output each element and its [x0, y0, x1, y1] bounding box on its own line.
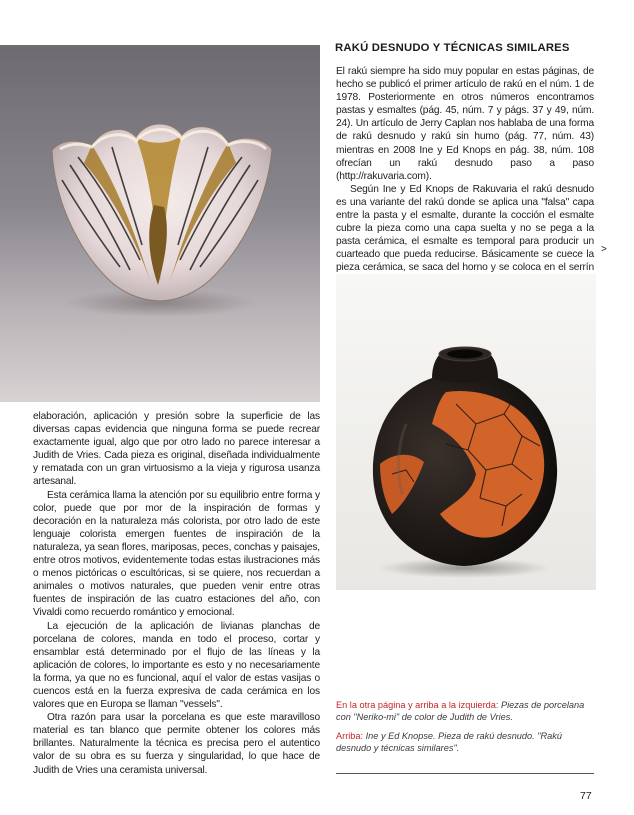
body-paragraph: Según Ine y Ed Knops de Rakuvaria el rakú desnudo es una variante del rakú donde se aplica una "falsa" capa entre la pasta y el esmalte, durante la cocción el esmalte cubre la pieza como una capa suelta y no se pega a la pasta cerámica, el esmalte es temporal para producir un cuarteado que pueda reducirse. Básicamente se cuece la pieza cerámica, se saca del horno y se coloca en el serrín	[336, 183, 594, 274]
caption-2	[336, 731, 594, 754]
caption-lead: En la otra página y arriba a la izquierda:	[336, 700, 499, 710]
photo-captions	[336, 700, 594, 762]
caption-text: Ine y Ed Knopse. Pieza de rakú desnudo. "Rakú desnudo y técnicas similares".	[336, 731, 562, 753]
article-title: RAKÚ DESNUDO Y TÉCNICAS SIMILARES	[335, 42, 570, 54]
porcelain-bowl-photo	[0, 45, 320, 402]
body-paragraph: Esta cerámica llama la atención por su equilibrio entre forma y color, puede que por mor de la inspiración de formas y decoración en la naturaleza más colorista, por otro lado de este lenguaje colorista emergen fuentes de inspiración de la naturaleza, ya sean flores, mariposas, peces, conchas y paisajes, entre otros motivos, evidentemente todas estas ilustraciones más o menos pictóricas o escultóricas, si se quiere, nos recuerdan a animales o motivos naturales, que pueden venir entre otras fuentes de inspiración de las cuatro estaciones del año, con Vivaldi como recuerdo romántico y emocional.	[33, 489, 320, 619]
right-column-text	[336, 65, 594, 274]
caption-1	[336, 700, 594, 723]
body-paragraph: La ejecución de la aplicación de livianas planchas de porcelana de colores, manda en todo el proceso, cortar y ensamblar está determinado por el flujo de las líneas y la aplicación de colores, lo importante es esto y no necesariamente la forma, ya que no es funcional, aquí el valor de estas vasijas o cuencos está en la fuerza expresiva de cada cerámica en los valores que en Europa se llaman "vessels".	[33, 620, 320, 711]
caption-divider	[336, 773, 594, 774]
left-column-text	[33, 410, 320, 775]
body-paragraph: El rakú siempre ha sido muy popular en estas páginas, de hecho se publicó el primer artículo de rakú en el núm. 1 de 1978. Posteriormente en otros números encontramos pastas y esmaltes (pág. 45, núm. 7 y págs. 37 y 49, núm. 24). Un artículo de Jerry Caplan nos hablaba de una forma de rakú desnudo y rakú sin humo (pág. 77, núm. 43) mientras en 2008 Ine y Ed Knops en pág. 38, núm. 108 ofrecían un rakú desnudo paso a paso (http://rakuvaria.com).	[336, 66, 594, 182]
body-paragraph: Otra razón para usar la porcelana es que este maravilloso material es tan blanco que permite obtener los colores más brillantes. Naturalmente la técnica es precisa pero el autentico valor de su obra es su fuerza y singularidad, lo que hace de Judith de Vries una ceramista universal.	[33, 712, 320, 776]
body-paragraph: elaboración, aplicación y presión sobre la superficie de las diversas capas evidencia que ninguna forma se puede recrear exactamente igual, algo que por otro lado no parece interesar a Judith de Vries. Cada pieza es original, diseñada individualmente y rematada con un gran virtuosismo a la vieja y rigurosa usanza artesanal.	[33, 411, 320, 488]
raku-vase-photo	[336, 274, 596, 590]
caption-text: Piezas de porcelana con "Neriko-mi" de color de Judith de Vries.	[336, 700, 585, 722]
continue-arrow-icon: >	[601, 244, 607, 255]
page-number: 77	[580, 790, 592, 802]
caption-lead: Arriba:	[336, 731, 364, 741]
